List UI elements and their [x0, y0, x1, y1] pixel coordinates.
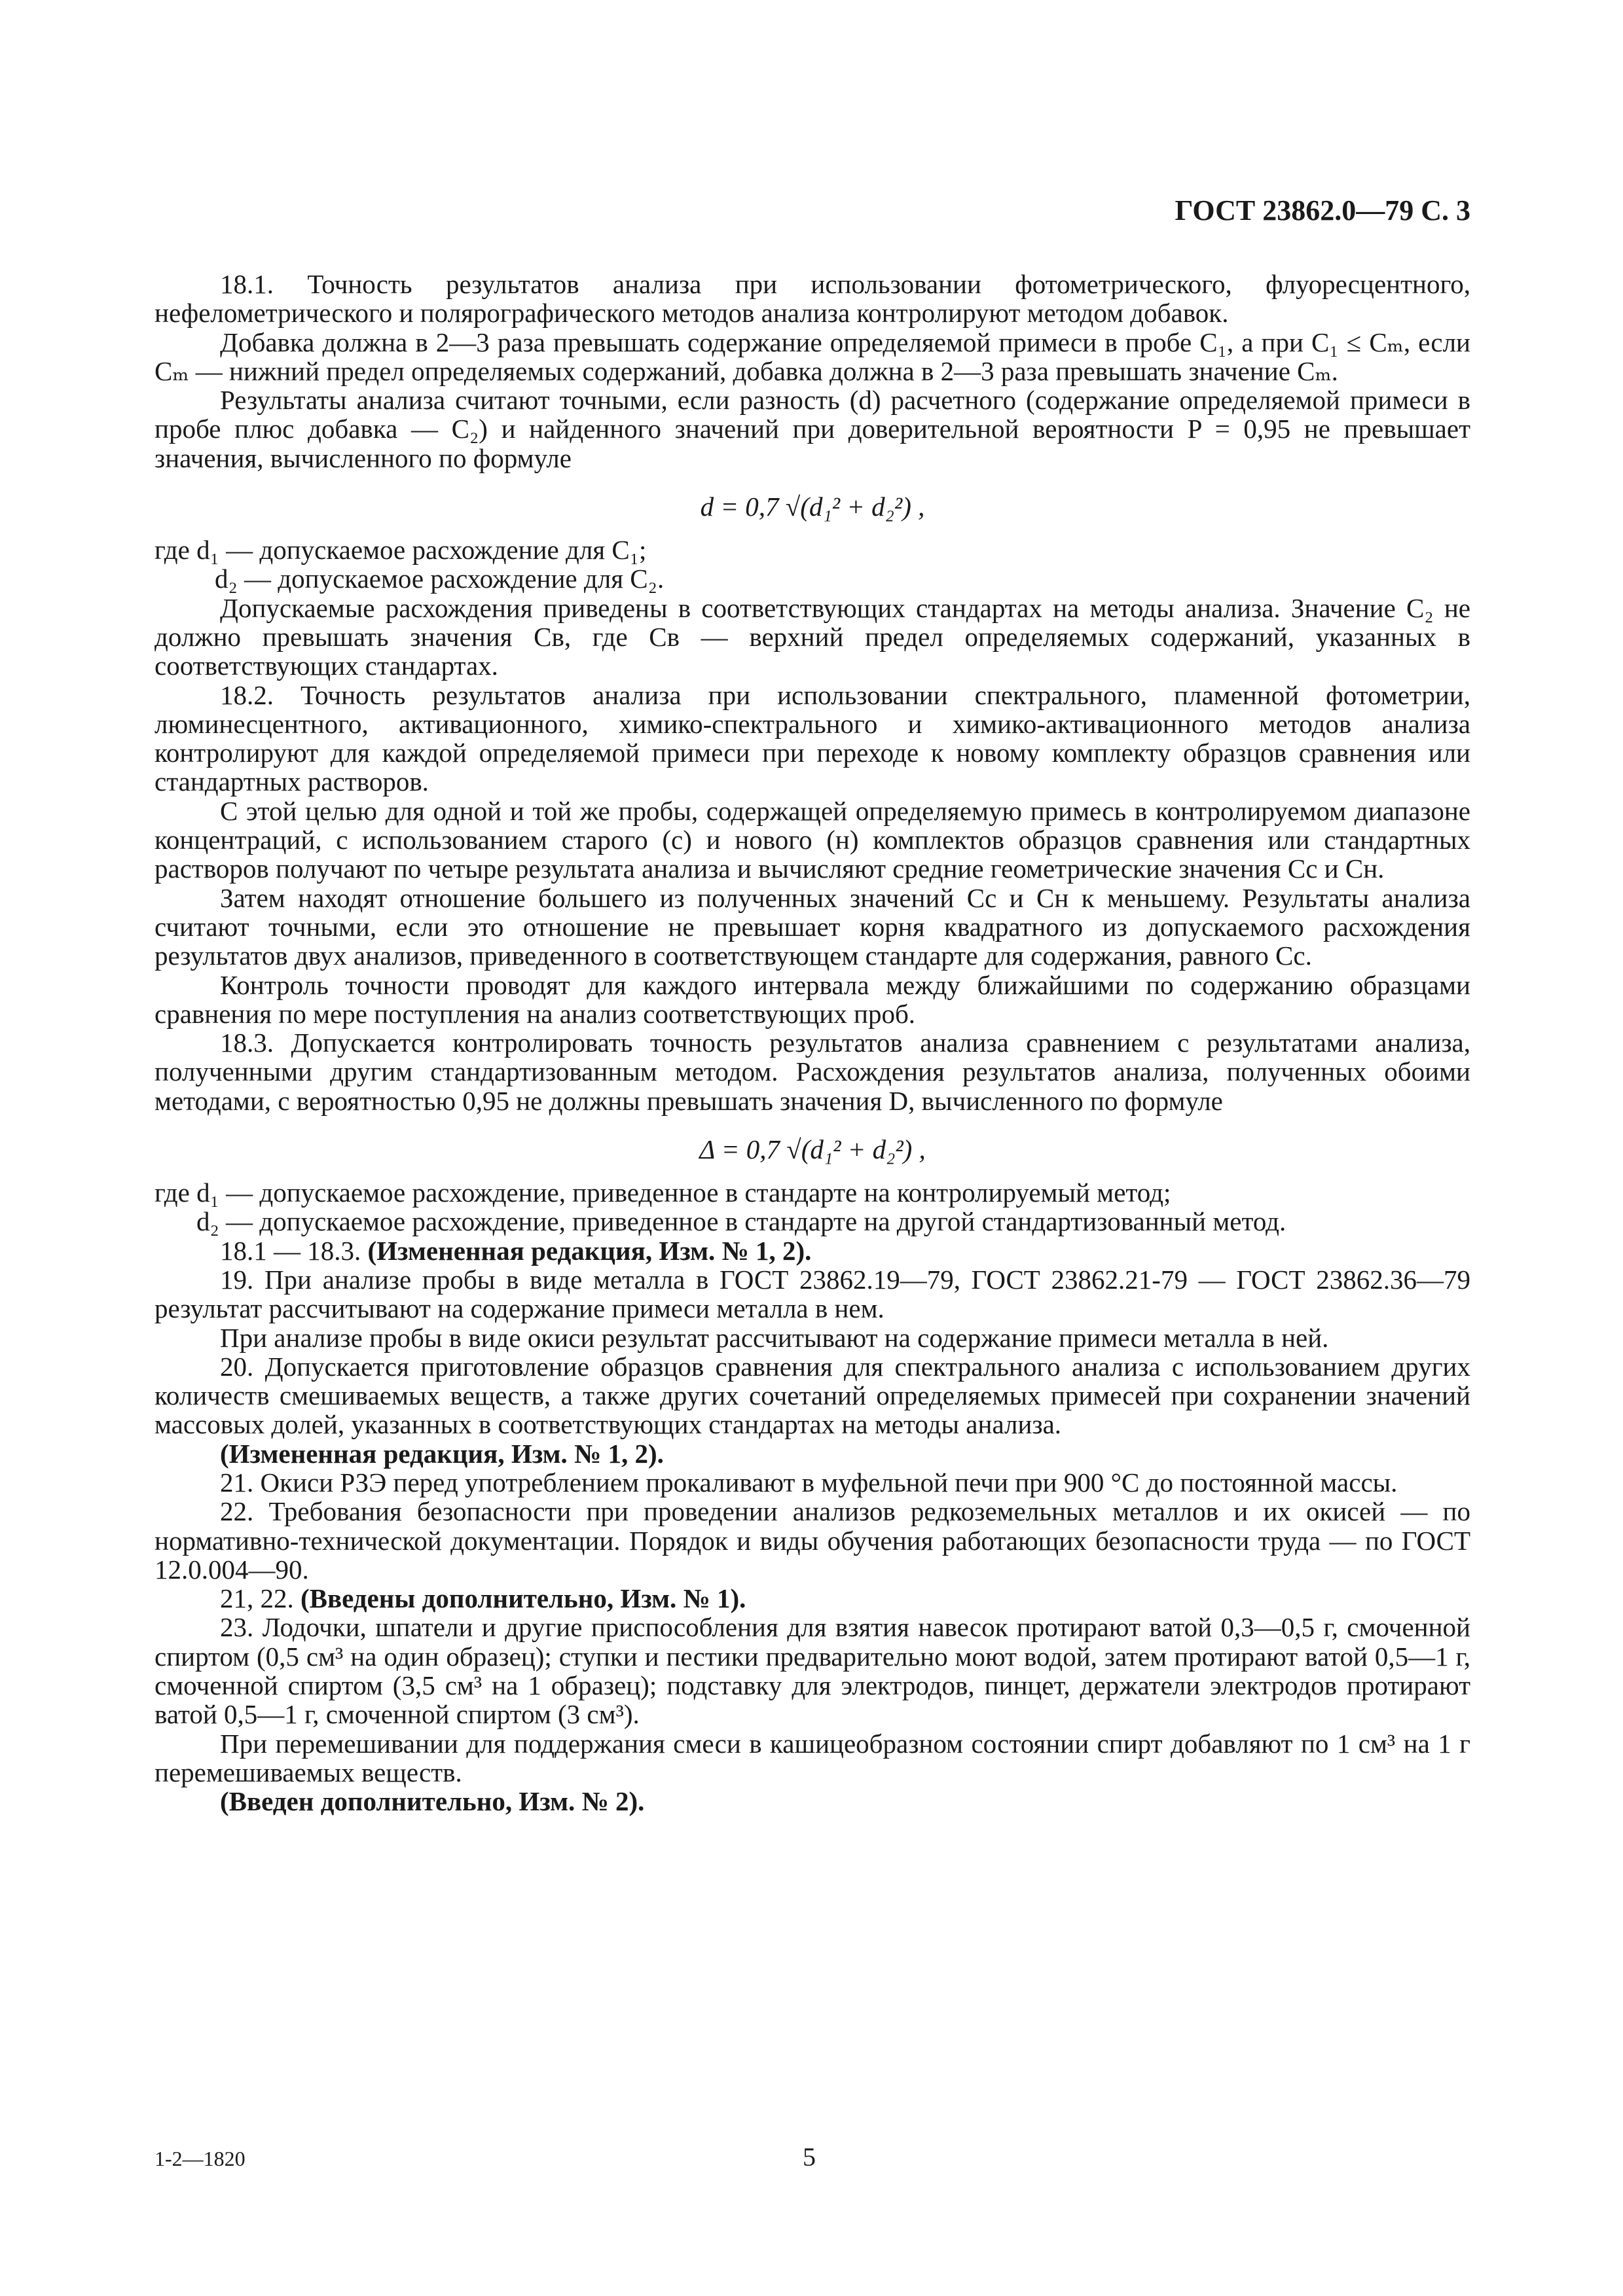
paragraph-results-accuracy: Результаты анализа считают точными, если разность (d) расчетного (содержание определяемой примеси в пробе плюс добавка — C₂) и найденного значений при доверительной вероятности P = 0,95 не превышает значения, вычисленного по формуле: [155, 385, 1470, 473]
paragraph-control-interval: Контроль точности проводят для каждого интервала между ближайшими по содержанию образцами сравнения по мере поступления на анализ соответствующих проб.: [155, 969, 1470, 1029]
paragraph-amendment-23: [155, 1787, 1470, 1816]
paragraph-22: 22. Требования безопасности при проведении анализов редкоземельных металлов и их окисей — по нормативно-технической документации. Порядок и виды обучения работающих безопасности труда — по ГОСТ 12.0.004—90.: [155, 1496, 1470, 1585]
paragraph-23: 23. Лодочки, шпатели и другие приспособления для взятия навесок протирают ватой 0,3—0,5 г, смоченной спиртом (0,5 см³ на один образец); ступки и пестики предварительно моют водой, затем протирают ватой 0,5—1 г, смоченной спиртом (3,5 см³ на 1 образец); подставку для электродов, пинцет, держатели электродов протирают ватой 0,5—1 г, смоченной спиртом (3 см³).: [155, 1612, 1470, 1730]
paragraph-same-sample: С этой целью для одной и той же пробы, содержащей определяемую примесь в контролируемом диапазоне концентраций, с использованием старого (с) и нового (н) комплектов образцов сравнения или стандартных растворов получают по четыре результата анализа и вычисляют средние геометрические значения Cс и Cн.: [155, 795, 1470, 884]
where2-d1: где d₁ — допускаемое расхождение, приведенное в стандарте на контролируемый метод;: [155, 1177, 1171, 1208]
amendment-21-22-note: (Введены дополнительно, Изм. № 1).: [301, 1583, 746, 1614]
paragraph-19: 19. При анализе пробы в виде металла в ГОСТ 23862.19—79, ГОСТ 23862.21-79 — ГОСТ 23862.36—79 результат рассчитывают на содержание примеси металла в нем.: [155, 1264, 1470, 1324]
document-body: [155, 270, 1470, 1816]
amendment-range: 18.1 — 18.3.: [220, 1235, 361, 1266]
paragraph-mixing: При перемешивании для поддержания смеси в кашицеобразном состоянии спирт добавляют по 1 см³ на 1 г перемешиваемых веществ.: [155, 1728, 1470, 1787]
where-d2: d₂ — допускаемое расхождение для C₂.: [215, 564, 665, 594]
paragraph-18-2: 18.2. Точность результатов анализа при использовании спектрального, пламенной фотометрии, люминесцентного, активационного, химико-спектрального и химико-активационного методов анализа контролируют для каждой определяемой примеси при переходе к новому комплекту образцов сравнения или стандартных растворов.: [155, 679, 1470, 797]
where-d1: где d₁ — допускаемое расхождение для C₁;: [155, 535, 647, 565]
page-header: ГОСТ 23862.0—79 С. 3: [1175, 194, 1470, 226]
paragraph-21: 21. Окиси РЗЭ перед употреблением прокаливают в муфельной печи при 900 °С до постоянной массы.: [220, 1467, 1398, 1498]
paragraph-amendment-18: [155, 1236, 1470, 1265]
formula-delta: Δ = 0,7 √(d₁² + d₂²) ,: [699, 1134, 926, 1165]
where2-d2: d₂ — допускаемое расхождение, приведенное в стандарте на другой стандартизованный метод.: [196, 1206, 1286, 1237]
formula-d: d = 0,7 √(d₁² + d₂²) ,: [700, 492, 925, 522]
amendment-note: (Измененная редакция, Изм. № 1, 2).: [367, 1235, 812, 1266]
page-number: 5: [803, 2142, 816, 2172]
amendment-note-23: (Введен дополнительно, Изм. № 2).: [220, 1786, 645, 1817]
paragraph-amendment-20: [155, 1439, 1470, 1468]
paragraph-18-3: 18.3. Допускается контролировать точность результатов анализа сравнением с результатами анализа, полученными другим стандартизованным методом. Расхождения результатов анализа, полученных обоими методами, с вероятностью 0,95 не должны превышать значения D, вычисленного по формуле: [155, 1028, 1470, 1116]
print-code: 1-2—1820: [155, 2147, 246, 2170]
paragraph-allowed-divergence: Допускаемые расхождения приведены в соответствующих стандартах на методы анализа. Значение C₂ не должно превышать значения Cв, где Cв — верхний предел определяемых содержаний, указанных в соответствующих стандартах.: [155, 592, 1470, 681]
paragraph-ratio: Затем находят отношение большего из полученных значений Cс и Cн к меньшему. Результаты анализа считают точными, если это отношение не превышает корня квадратного из допускаемого расхождения результатов двух анализов, приведенного в соответствующем стандарте для содержания, равного Cс.: [155, 882, 1470, 971]
paragraph-20: 20. Допускается приготовление образцов сравнения для спектрального анализа с использованием других количеств смешиваемых веществ, а также других сочетаний определяемых примесей при сохранении значений массовых долей, указанных в соответствующих стандартах на методы анализа.: [155, 1351, 1470, 1440]
amendment-note-20: (Измененная редакция, Изм. № 1, 2).: [220, 1438, 664, 1469]
paragraph-amendment-21-22: [155, 1584, 1470, 1613]
paragraph-18-1: 18.1. Точность результатов анализа при использовании фотометрического, флуоресцентного, нефелометрического и полярографического методов анализа контролируют методом добавок.: [155, 269, 1470, 329]
paragraph-oxide: При анализе пробы в виде окиси результат рассчитывают на содержание примеси металла в ней.: [220, 1322, 1329, 1353]
amendment-21-22-range: 21, 22.: [220, 1583, 294, 1614]
paragraph-additive: Добавка должна в 2—3 раза превышать содержание определяемой примеси в пробе C₁, а при C₁ ≤ Cₘ, если Cₘ — нижний предел определяемых содержаний, добавка должна в 2—3 раза превышать значение Cₘ.: [155, 327, 1470, 386]
